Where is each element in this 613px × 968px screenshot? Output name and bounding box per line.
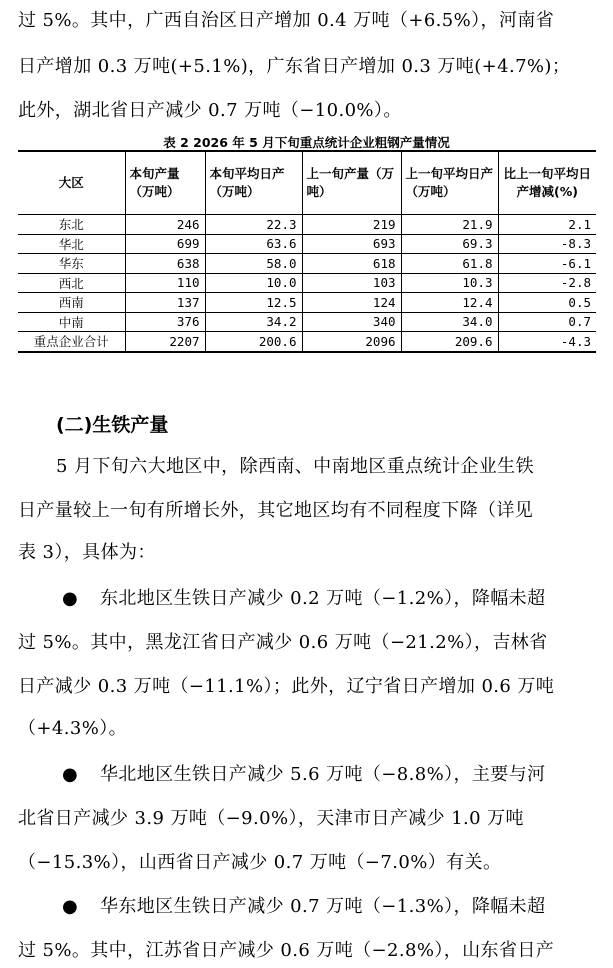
cell-region: 西北 bbox=[18, 273, 125, 293]
table-row bbox=[18, 234, 596, 254]
paragraph-line: 日产减少 0.3 万吨（−11.1%）；此外，辽宁省日产增加 0.6 万吨 bbox=[18, 676, 555, 697]
bullet-icon: ● bbox=[62, 764, 79, 785]
cell-current-daily: 12.5 bbox=[205, 293, 302, 313]
cell-prev: 2096 bbox=[302, 332, 401, 352]
table-caption: 表 2 2026 年 5 月下旬重点统计企业粗钢产量情况 bbox=[163, 135, 450, 150]
paragraph-line: 过 5%。其中，江苏省日产减少 0.6 万吨（−2.8%），山东省日产 bbox=[18, 940, 555, 961]
cell-region: 重点企业合计 bbox=[18, 332, 125, 352]
cell-current: 110 bbox=[125, 273, 205, 293]
cell-region: 东北 bbox=[18, 215, 125, 235]
table-row bbox=[18, 215, 596, 235]
paragraph-line: 此外，湖北省日产减少 0.7 万吨（−10.0%）。 bbox=[18, 100, 402, 121]
paragraph-line: 日产量较上一旬有所增长外，其它地区均有不同程度下降（详见 bbox=[18, 500, 534, 521]
cell-region: 中南 bbox=[18, 312, 125, 332]
cell-current-daily: 10.0 bbox=[205, 273, 302, 293]
table-row bbox=[18, 254, 596, 274]
table-row bbox=[18, 312, 596, 332]
paragraph-line: 表 3），具体为： bbox=[18, 542, 156, 563]
bullet-item bbox=[62, 588, 613, 610]
header-daily-change: 比上一旬平均日产增减(%) bbox=[498, 151, 596, 215]
cell-current-daily: 58.0 bbox=[205, 254, 302, 274]
cell-prev-daily: 12.4 bbox=[401, 293, 498, 313]
cell-change: -8.3 bbox=[498, 234, 596, 254]
header-current-output: 本旬产量（万吨） bbox=[125, 151, 205, 215]
table-row bbox=[18, 273, 596, 293]
bullet-text: 华北地区生铁日产减少 5.6 万吨（−8.8%），主要与河 bbox=[100, 764, 546, 785]
cell-prev-daily: 10.3 bbox=[401, 273, 498, 293]
cell-prev: 124 bbox=[302, 293, 401, 313]
cell-change: 0.7 bbox=[498, 312, 596, 332]
cell-change: -2.8 bbox=[498, 273, 596, 293]
cell-prev-daily: 69.3 bbox=[401, 234, 498, 254]
cell-current-daily: 22.3 bbox=[205, 215, 302, 235]
cell-current: 699 bbox=[125, 234, 205, 254]
cell-region: 华北 bbox=[18, 234, 125, 254]
cell-change: -4.3 bbox=[498, 332, 596, 352]
crude-steel-table bbox=[18, 150, 596, 353]
cell-current-daily: 200.6 bbox=[205, 332, 302, 352]
bullet-text: 东北地区生铁日产减少 0.2 万吨（−1.2%），降幅未超 bbox=[100, 588, 546, 609]
paragraph-line: 过 5%。其中，黑龙江省日产减少 0.6 万吨（−21.2%），吉林省 bbox=[18, 632, 548, 653]
table-row bbox=[18, 293, 596, 313]
paragraph-line: 日产增加 0.3 万吨(+5.1%)，广东省日产增加 0.3 万吨(+4.7%)； bbox=[18, 56, 571, 77]
cell-current: 137 bbox=[125, 293, 205, 313]
header-current-daily: 本旬平均日产（万吨） bbox=[205, 151, 302, 215]
cell-change: 0.5 bbox=[498, 293, 596, 313]
cell-prev: 618 bbox=[302, 254, 401, 274]
header-region: 大区 bbox=[18, 151, 125, 215]
cell-current-daily: 34.2 bbox=[205, 312, 302, 332]
header-prev-daily: 上一旬平均日产（万吨） bbox=[401, 151, 498, 215]
table-total-row bbox=[18, 332, 596, 352]
paragraph-line: 北省日产减少 3.9 万吨（−9.0%），天津市日产减少 1.0 万吨 bbox=[18, 808, 524, 829]
cell-prev-daily: 209.6 bbox=[401, 332, 498, 352]
bullet-icon: ● bbox=[62, 588, 79, 609]
paragraph-line: （+4.3%）。 bbox=[18, 718, 128, 739]
bullet-icon: ● bbox=[62, 896, 79, 917]
cell-current-daily: 63.6 bbox=[205, 234, 302, 254]
bullet-item bbox=[62, 764, 613, 786]
paragraph-line: 5 月下旬六大地区中，除西南、中南地区重点统计企业生铁 bbox=[56, 456, 534, 477]
cell-current: 2207 bbox=[125, 332, 205, 352]
header-prev-output: 上一旬产量（万吨） bbox=[302, 151, 401, 215]
cell-prev: 219 bbox=[302, 215, 401, 235]
table-header-row bbox=[18, 151, 596, 215]
cell-current: 638 bbox=[125, 254, 205, 274]
cell-prev-daily: 21.9 bbox=[401, 215, 498, 235]
paragraph-line: （−15.3%），山西省日产减少 0.7 万吨（−7.0%）有关。 bbox=[18, 852, 502, 873]
bullet-text: 华东地区生铁日产减少 0.7 万吨（−1.3%），降幅未超 bbox=[100, 896, 546, 917]
cell-prev: 693 bbox=[302, 234, 401, 254]
cell-prev-daily: 34.0 bbox=[401, 312, 498, 332]
cell-prev-daily: 61.8 bbox=[401, 254, 498, 274]
cell-current: 376 bbox=[125, 312, 205, 332]
section-heading: (二)生铁产量 bbox=[56, 414, 169, 436]
cell-change: -6.1 bbox=[498, 254, 596, 274]
bullet-item bbox=[62, 896, 613, 918]
cell-current: 246 bbox=[125, 215, 205, 235]
cell-region: 西南 bbox=[18, 293, 125, 313]
cell-region: 华东 bbox=[18, 254, 125, 274]
cell-change: 2.1 bbox=[498, 215, 596, 235]
cell-prev: 103 bbox=[302, 273, 401, 293]
cell-prev: 340 bbox=[302, 312, 401, 332]
paragraph-line: 过 5%。其中，广西自治区日产增加 0.4 万吨（+6.5%），河南省 bbox=[18, 10, 555, 31]
